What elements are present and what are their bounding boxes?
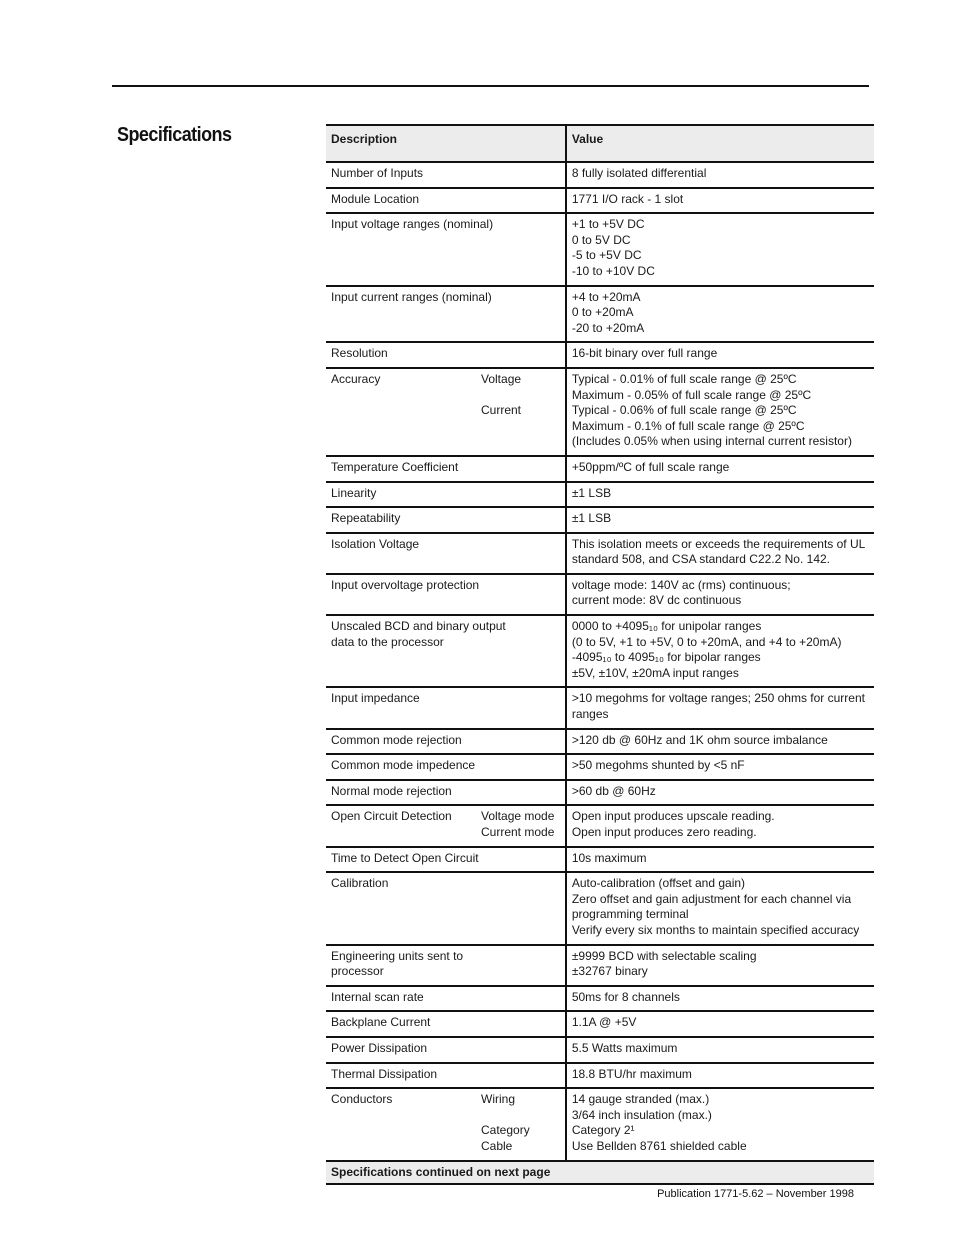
value-text: 0000 to +4095₁₀ for unipolar ranges: [571, 619, 762, 634]
value-cell: [566, 188, 874, 214]
description-cell: [326, 805, 566, 846]
description-cell: [326, 615, 566, 687]
value-text: voltage mode: 140V ac (rms) continuous;: [571, 577, 791, 592]
value-text: 5.5 Watts maximum: [571, 1040, 678, 1055]
value-cell: [566, 687, 874, 728]
description-text: Input overvoltage protection: [331, 577, 480, 592]
description-text: Normal mode rejection: [331, 783, 452, 798]
table-row: [326, 188, 874, 214]
table-row: [326, 945, 874, 986]
value-cell: [566, 286, 874, 343]
table-row: [326, 729, 874, 755]
table-row: [326, 1011, 874, 1037]
table-footer-row: [326, 1161, 874, 1185]
table-body: [326, 162, 874, 1161]
value-text: Typical - 0.01% of full scale range @ 25ºC: [571, 371, 797, 386]
description-text: Common mode rejection: [331, 732, 462, 747]
table-row: [326, 1063, 874, 1089]
value-cell: [566, 213, 874, 285]
description-text: Conductors: [331, 1092, 393, 1107]
value-text: Open input produces upscale reading.: [571, 809, 775, 824]
specifications-table: [326, 124, 874, 1185]
value-cell: [566, 805, 874, 846]
value-cell: [566, 482, 874, 508]
value-text: (0 to 5V, +1 to +5V, 0 to +20mA, and +4 to +20mA): [571, 634, 842, 649]
value-text: 18.8 BTU/hr maximum: [571, 1066, 692, 1081]
description-text: Module Location: [331, 191, 420, 206]
description-text: Internal scan rate: [331, 989, 424, 1004]
description-subtext: Voltage mode: [481, 809, 555, 824]
value-text: 14 gauge stranded (max.): [571, 1092, 710, 1107]
value-cell: [566, 615, 874, 687]
table-row: [326, 286, 874, 343]
value-text: ±5V, ±10V, ±20mA input ranges: [571, 665, 739, 680]
description-text: Input voltage ranges (nominal): [331, 217, 494, 232]
description-text: Number of Inputs: [331, 166, 424, 180]
value-cell: [566, 456, 874, 482]
description-cell: [326, 533, 566, 574]
description-subtext: Cable: [481, 1138, 513, 1153]
value-text: 16-bit binary over full range: [571, 346, 718, 361]
value-text: Category 2¹: [571, 1123, 635, 1138]
table-row: [326, 687, 874, 728]
value-text: ±1 LSB: [571, 511, 612, 526]
description-text: Common mode impedence: [331, 758, 476, 773]
description-cell: [326, 368, 566, 456]
value-text: 8 fully isolated differential: [571, 166, 707, 180]
description-text: Linearity: [331, 485, 377, 500]
description-cell: [326, 872, 566, 944]
description-cell: [326, 188, 566, 214]
value-cell: [566, 1088, 874, 1160]
value-cell: [566, 872, 874, 944]
description-subtext: Current mode: [481, 825, 555, 839]
value-text: ±9999 BCD with selectable scaling: [571, 948, 757, 963]
value-cell: [566, 986, 874, 1012]
description-text: Power Dissipation: [331, 1040, 428, 1055]
table-row: [326, 1037, 874, 1063]
description-cell: [326, 213, 566, 285]
value-text: ±32767 binary: [571, 964, 648, 979]
top-rule: [112, 85, 869, 87]
table-row: [326, 615, 874, 687]
description-cell: [326, 687, 566, 728]
value-text: Maximum - 0.05% of full scale range @ 25ºC: [571, 387, 812, 402]
description-text: Unscaled BCD and binary output: [331, 619, 506, 634]
description-cell: [326, 1063, 566, 1089]
table-row: [326, 847, 874, 873]
value-text: ranges: [571, 707, 609, 722]
value-text: 0 to 5V DC: [571, 232, 631, 247]
description-text: Time to Detect Open Circuit: [331, 850, 479, 865]
description-cell: [326, 456, 566, 482]
value-text: -10 to +10V DC: [571, 263, 655, 278]
description-text: Isolation Voltage: [331, 536, 420, 551]
value-cell: [566, 847, 874, 873]
description-cell: [326, 507, 566, 533]
value-cell: [566, 780, 874, 806]
description-text: Backplane Current: [331, 1015, 431, 1030]
table-row: [326, 368, 874, 456]
description-text: Input current ranges (nominal): [331, 289, 492, 304]
description-cell: [326, 780, 566, 806]
value-text: Use Bellden 8761 shielded cable: [571, 1138, 747, 1153]
description-text: Engineering units sent to: [331, 948, 464, 963]
table-row: [326, 213, 874, 285]
description-cell: [326, 729, 566, 755]
description-cell: [326, 342, 566, 368]
description-text: Accuracy: [331, 371, 381, 386]
value-text: >120 db @ 60Hz and 1K ohm source imbalance: [571, 732, 828, 747]
value-text: 10s maximum: [571, 850, 647, 865]
description-text: Temperature Coefficient: [331, 459, 459, 474]
value-cell: [566, 1063, 874, 1089]
description-cell: [326, 754, 566, 780]
value-text: 3/64 inch insulation (max.): [571, 1107, 712, 1122]
value-text: 1.1A @ +5V: [571, 1015, 637, 1030]
value-cell: [566, 729, 874, 755]
value-text: 0 to +20mA: [571, 305, 634, 320]
value-text: 50ms for 8 channels: [571, 989, 680, 1004]
table-row: [326, 342, 874, 368]
value-cell: [566, 368, 874, 456]
table-row: [326, 507, 874, 533]
value-text: -20 to +20mA: [571, 320, 645, 335]
value-text: programming terminal: [571, 907, 689, 922]
value-cell: [566, 507, 874, 533]
value-text: +1 to +5V DC: [571, 217, 645, 232]
description-cell: [326, 847, 566, 873]
table-row: [326, 872, 874, 944]
description-cell: [326, 574, 566, 615]
description-cell: [326, 1088, 566, 1160]
value-text: +50ppm/ºC of full scale range: [571, 459, 730, 474]
description-subtext: Category: [481, 1123, 530, 1138]
value-text: (Includes 0.05% when using internal current resistor): [571, 434, 852, 449]
description-text: Input impedance: [331, 691, 420, 706]
table-header-row: [326, 125, 874, 162]
table-row: [326, 162, 874, 188]
value-text: -4095₁₀ to 4095₁₀ for bipolar ranges: [571, 650, 761, 665]
value-text: ±1 LSB: [571, 485, 612, 500]
value-text: -5 to +5V DC: [571, 248, 642, 263]
value-cell: [566, 342, 874, 368]
description-cell: [326, 945, 566, 986]
value-cell: [566, 533, 874, 574]
value-cell: [566, 945, 874, 986]
header-value: Value: [566, 125, 874, 162]
value-text: Typical - 0.06% of full scale range @ 25ºC: [571, 403, 797, 418]
value-text: Zero offset and gain adjustment for each channel via: [571, 891, 852, 906]
continued-note: Specifications continued on next page: [326, 1161, 874, 1185]
description-cell: [326, 482, 566, 508]
value-text: +4 to +20mA: [571, 289, 641, 304]
header-description: Description: [326, 125, 566, 162]
description-subtext: Voltage: [481, 371, 522, 386]
description-text: Thermal Dissipation: [331, 1066, 438, 1081]
value-text: Maximum - 0.1% of full scale range @ 25ºC: [571, 418, 805, 433]
description-text: Open Circuit Detection: [331, 809, 452, 824]
table-row: [326, 1088, 874, 1160]
value-text: standard 508, and CSA standard C22.2 No. 142.: [571, 552, 831, 567]
description-subtext: Current: [481, 403, 522, 418]
value-text: 1771 I/O rack - 1 slot: [571, 191, 684, 206]
description-text: Calibration: [331, 876, 389, 891]
value-cell: [566, 754, 874, 780]
table-row: [326, 754, 874, 780]
value-text: This isolation meets or exceeds the requirements of UL: [571, 536, 866, 551]
page-title: Specifications: [117, 124, 232, 146]
description-cell: [326, 1011, 566, 1037]
value-text: Auto-calibration (offset and gain): [571, 876, 746, 891]
description-subtext: Wiring: [481, 1092, 516, 1107]
description-text: Resolution: [331, 346, 388, 361]
value-text: current mode: 8V dc continuous: [571, 593, 742, 608]
description-cell: [326, 986, 566, 1012]
description-cell: [326, 162, 566, 188]
table-row: [326, 456, 874, 482]
description-subtext: [481, 1108, 560, 1124]
table-row: [326, 482, 874, 508]
description-cell: [326, 286, 566, 343]
value-cell: [566, 162, 874, 188]
value-text: >60 db @ 60Hz: [571, 783, 656, 798]
value-cell: [566, 574, 874, 615]
table-row: [326, 805, 874, 846]
value-cell: [566, 1037, 874, 1063]
description-text: Repeatability: [331, 511, 401, 526]
table-row: [326, 574, 874, 615]
value-cell: [566, 1011, 874, 1037]
table-row: [326, 780, 874, 806]
table-row: [326, 533, 874, 574]
value-text: >50 megohms shunted by <5 nF: [571, 758, 745, 773]
description-subtext: [481, 388, 560, 404]
description-cell: [326, 1037, 566, 1063]
value-text: >10 megohms for voltage ranges; 250 ohms for current: [571, 691, 865, 706]
table-row: [326, 986, 874, 1012]
value-text: Verify every six months to maintain specified accuracy: [571, 922, 860, 937]
publication-footer: Publication 1771-5.62 – November 1998: [657, 1188, 854, 1200]
value-text: Open input produces zero reading.: [571, 825, 757, 839]
description-text: data to the processor: [331, 634, 444, 649]
description-text: processor: [331, 964, 384, 979]
